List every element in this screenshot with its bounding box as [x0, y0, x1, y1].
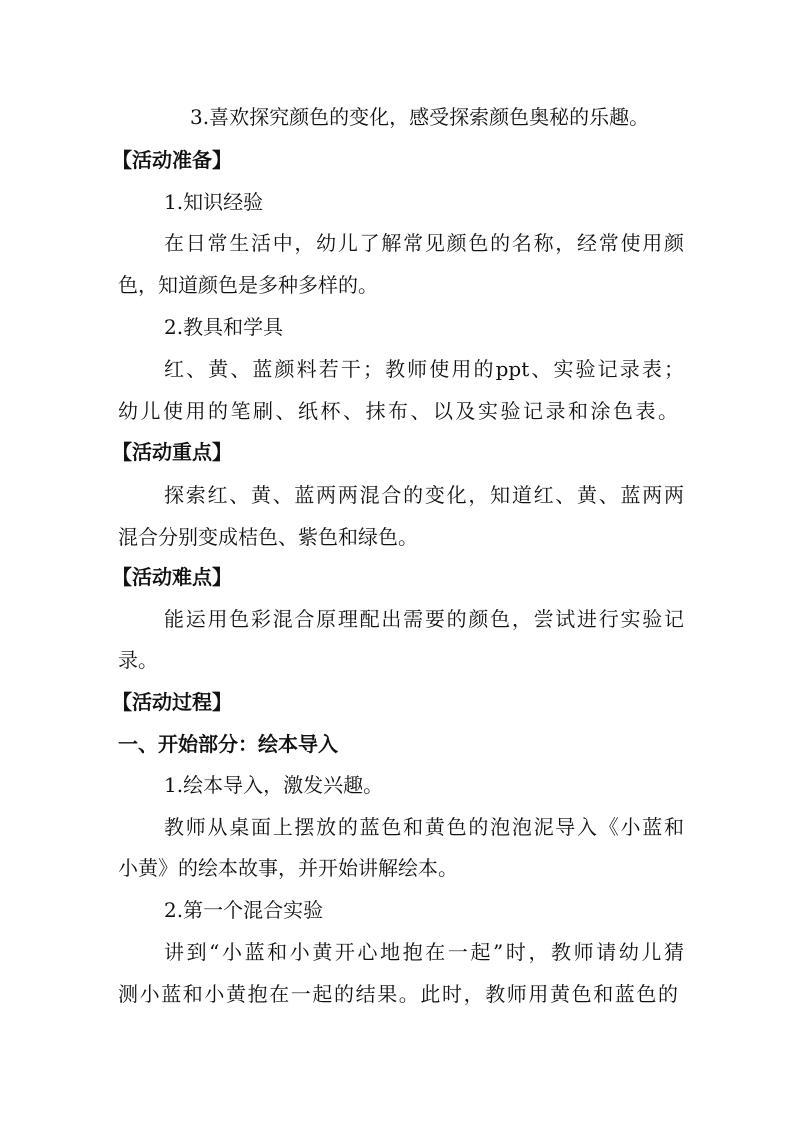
difficulty-line-1: 能运用色彩混合原理配出需要的颜色，尝试进行实验记 [164, 607, 684, 631]
difficulty-line-2: 录。 [118, 648, 158, 672]
prep-item-1-title: 1.知识经验 [164, 190, 264, 214]
process-step-2-line-2: 测小蓝和小黄抱在一起的结果。此时，教师用黄色和蓝色的 [118, 982, 678, 1006]
process-step-1-line-2: 小黄》的绘本故事，并开始讲解绘本。 [118, 856, 458, 880]
process-step-1-title: 1.绘本导入，激发兴趣。 [164, 773, 384, 797]
process-step-2-line-1: 讲到“小蓝和小黄开心地抱在一起”时，教师请幼儿猜 [164, 940, 684, 964]
prep-item-2-text-line-2: 幼儿使用的笔刷、纸杯、抹布、以及实验记录和涂色表。 [118, 399, 678, 423]
prep-item-2-text-line-1: 红、黄、蓝颜料若干；教师使用的ppt、实验记录表； [164, 357, 684, 381]
prep-item-1-text-line-2: 色，知道颜色是多种多样的。 [118, 273, 378, 297]
key-points-line-2: 混合分别变成桔色、紫色和绿色。 [118, 525, 418, 549]
process-step-1-line-1: 教师从桌面上摆放的蓝色和黄色的泡泡泥导入《小蓝和 [164, 815, 684, 839]
process-part-1-title: 一、开始部分：绘本导入 [118, 732, 338, 756]
heading-key-points: 【活动重点】 [112, 440, 232, 464]
key-points-line-1: 探索红、黄、蓝两两混合的变化，知道红、黄、蓝两两 [164, 483, 684, 507]
heading-difficulty: 【活动难点】 [112, 565, 232, 589]
heading-process: 【活动过程】 [112, 690, 232, 714]
prep-item-2-title: 2.教具和学具 [164, 315, 284, 339]
process-step-2-title: 2.第一个混合实验 [164, 898, 324, 922]
goal-item-3: 3.喜欢探究颜色的变化，感受探索颜色奥秘的乐趣。 [190, 105, 650, 129]
heading-preparation: 【活动准备】 [112, 148, 232, 172]
prep-item-1-text-line-1: 在日常生活中，幼儿了解常见颜色的名称，经常使用颜 [164, 231, 684, 255]
